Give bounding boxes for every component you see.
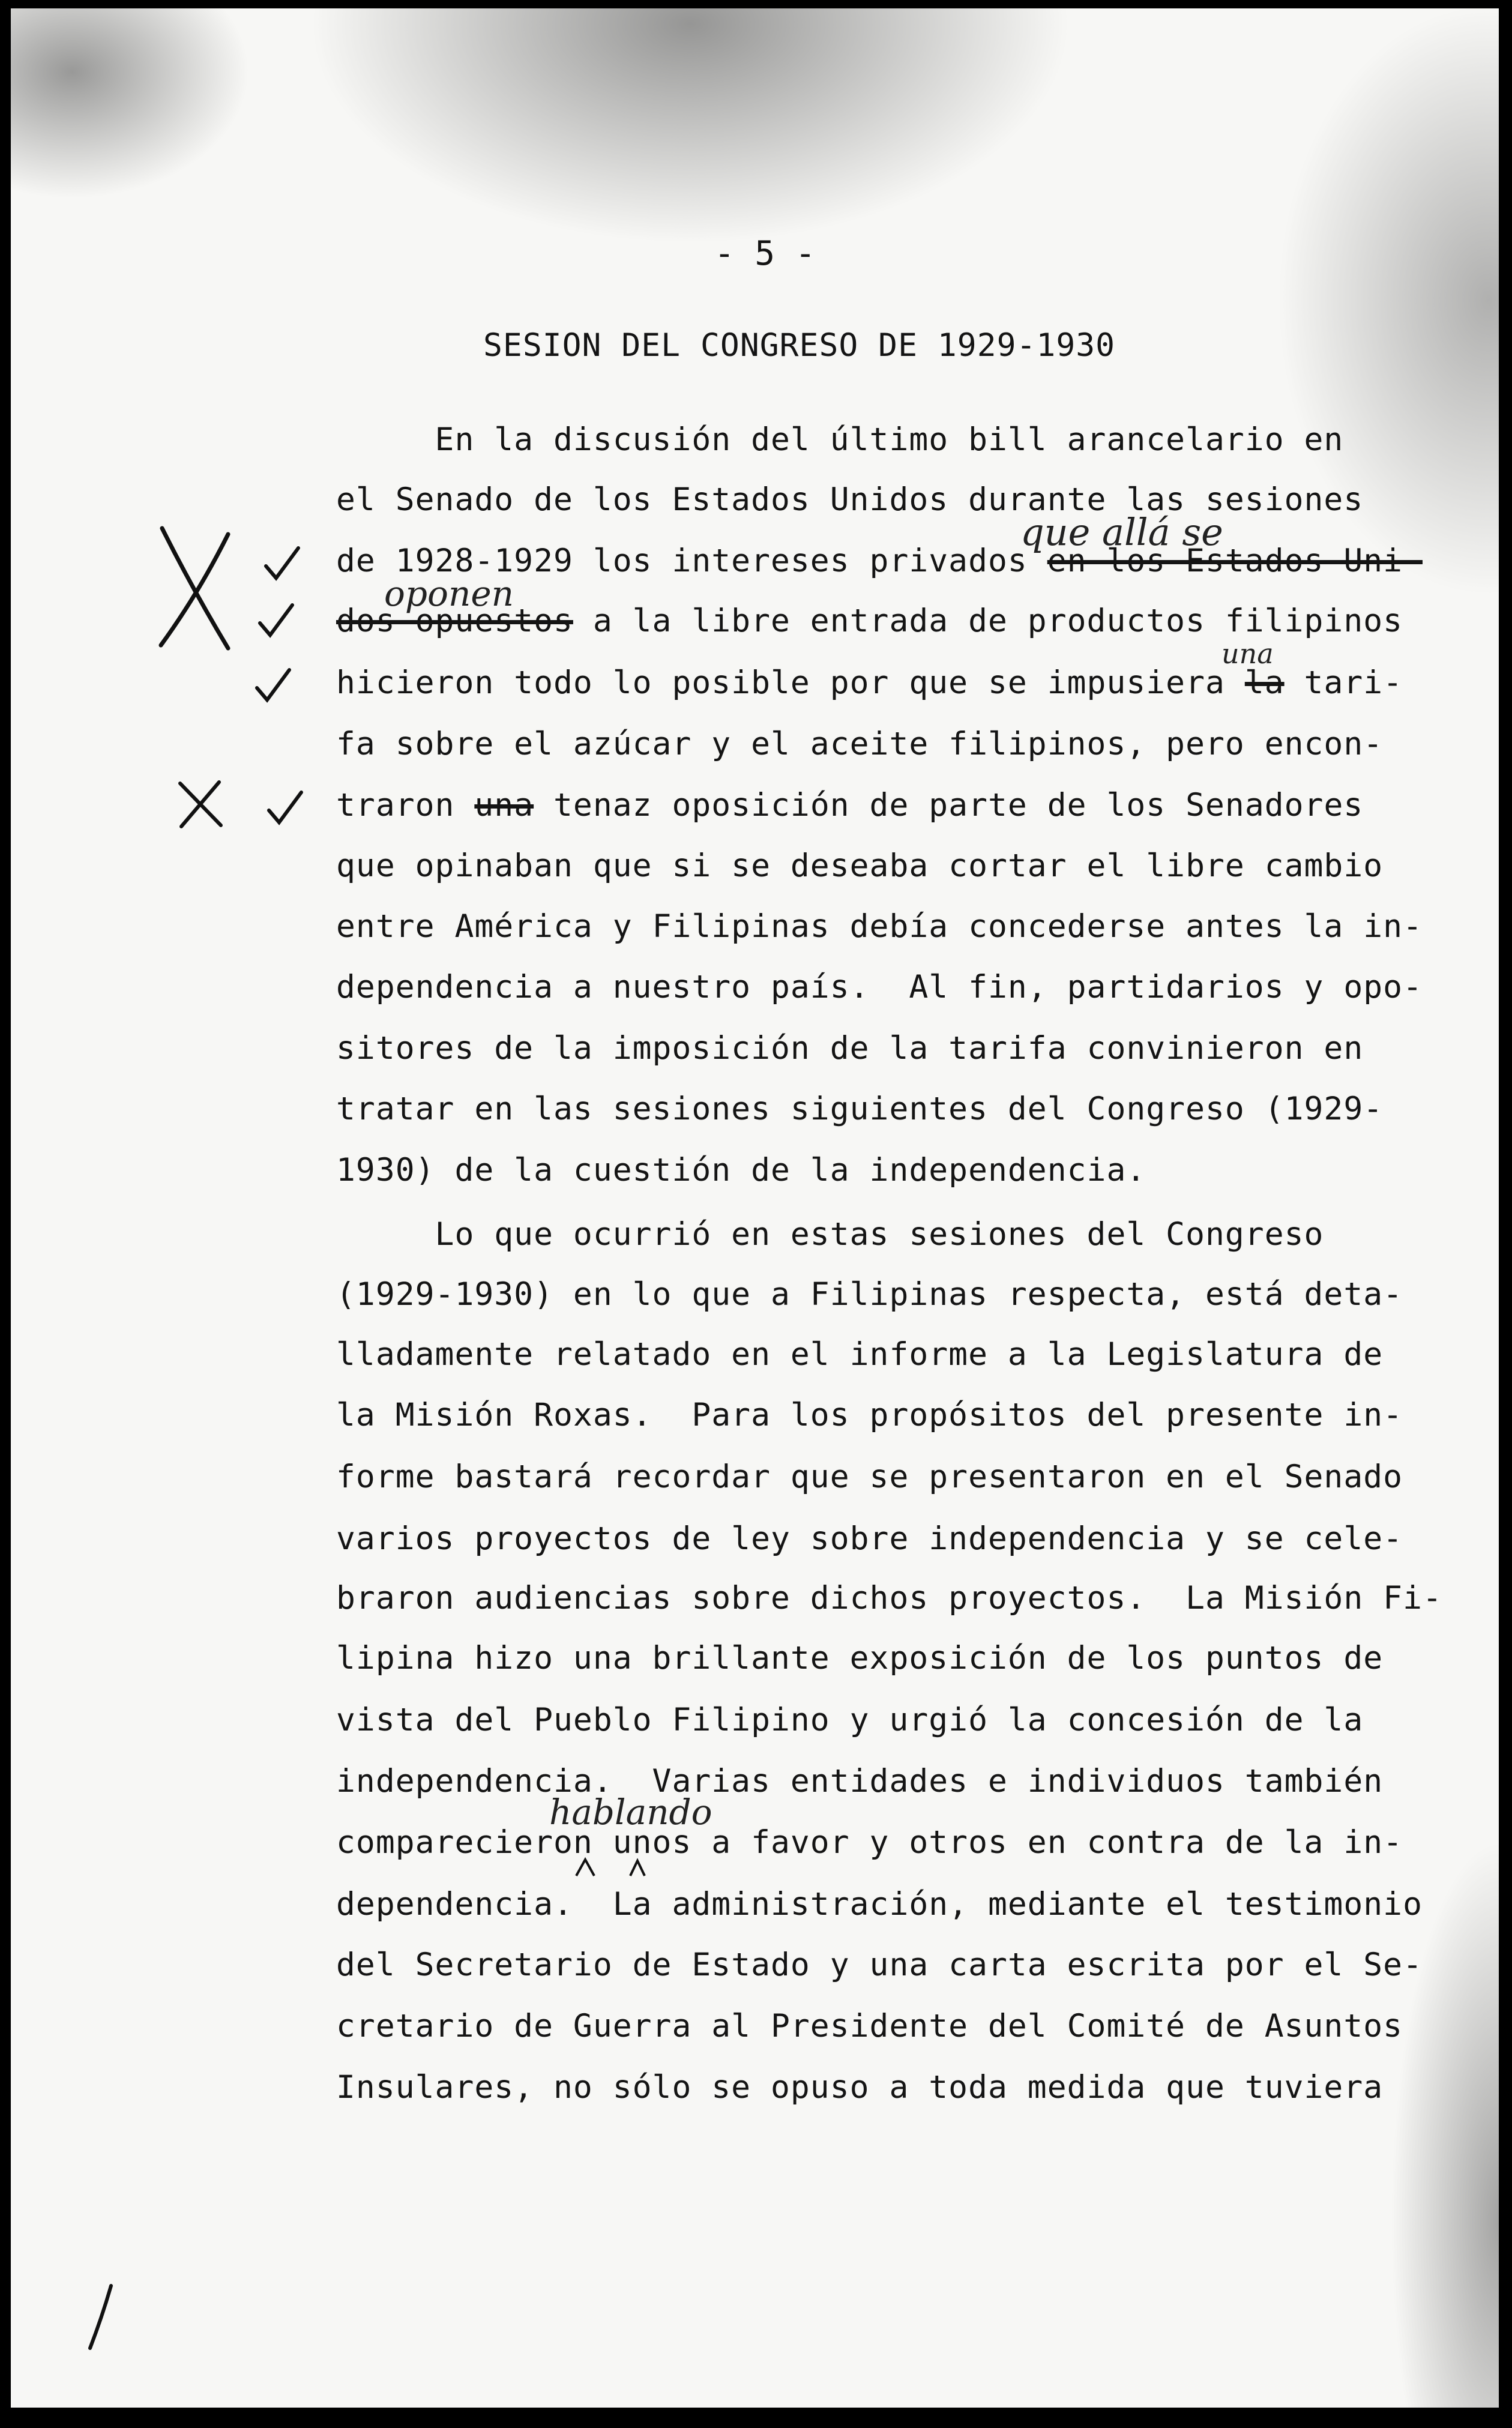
margin-x-mark-large [150,522,270,660]
text-line-17: la Misión Roxas. Para los propósitos del presente in- [336,1397,1403,1433]
handwritten-insertion-una: una [1221,637,1274,670]
text-line-21: lipina hizo una brillante exposición de los puntos de [336,1640,1384,1676]
margin-pen-stroke [84,2281,120,2353]
text-line-10: dependencia a nuestro país. Al fin, partidarios y opo- [336,969,1423,1005]
text-line-18: forme bastará recordar que se presentaron en el Senado [336,1459,1403,1495]
struck-word-una: una [474,787,534,824]
text-line-2: el Senado de los Estados Unidos durante las sesiones [336,481,1364,518]
text-line-5: hicieron todo lo posible por que se impusiera la tari- [336,664,1403,701]
checkmark-icon-2 [255,600,297,642]
handwritten-insertion-hablando: hablando [549,1792,712,1833]
text-line-23: independencia. Varias entidades e individuos también [336,1763,1384,1800]
text-line-11: sitores de la imposición de la tarifa convinieron en [336,1030,1364,1067]
handwritten-insertion-que-alla-se: que allá se [1020,510,1223,554]
text-line-9: entre América y Filipinas debía concederse antes la in- [336,908,1423,945]
scan-border-top [0,0,1512,8]
text-line-12: tratar en las sesiones siguientes del Congreso (1929- [336,1091,1384,1127]
checkmark-icon-4 [264,788,306,830]
page-number: - 5 - [714,234,816,273]
scan-border-right [1499,0,1512,2428]
caret-insertion-mark [570,1855,654,1879]
text-line-22: vista del Pueblo Filipino y urgió la concesión de la [336,1702,1364,1738]
struck-phrase: en los Estados Uni- [1047,543,1423,579]
text-line-14: Lo que ocurrió en estas sesiones del Congreso [336,1216,1324,1253]
text-line-6: fa sobre el azúcar y el aceite filipinos, pero encon- [336,726,1384,762]
text-line-15: (1929-1930) en lo que a Filipinas respecta, está deta- [336,1276,1403,1313]
text-line-20: braron audiencias sobre dichos proyectos. La Misión Fi- [336,1580,1442,1616]
checkmark-icon-3 [252,665,294,707]
text-line-26: del Secretario de Estado y una carta escrita por el Se- [336,1947,1423,1983]
text-line-19: varios proyectos de ley sobre independencia y se cele- [336,1520,1403,1557]
text-line-7: traron una tenaz oposición de parte de los Senadores [336,787,1364,824]
margin-x-mark-small [174,777,228,831]
scan-border-bottom [0,2408,1512,2428]
text-line-25: dependencia. La administración, mediante el testimonio [336,1886,1423,1923]
struck-word-opuestos: dos opuestos [336,603,573,639]
text-line-1: En la discusión del último bill arancelario en [336,421,1344,458]
scan-border-left [0,0,11,2428]
text-line-27: cretario de Guerra al Presidente del Comité de Asuntos [336,2008,1403,2044]
checkmark-icon-1 [261,543,303,585]
text-line-8: que opinaban que si se deseaba cortar el libre cambio [336,848,1384,884]
handwritten-insertion-oponen: oponen [384,573,514,614]
text-line-16: lladamente relatado en el informe a la Legislatura de [336,1336,1384,1373]
text-line-3: de 1928-1929 los intereses privados en los Estados Uni- [336,543,1423,579]
section-heading: SESION DEL CONGRESO DE 1929-1930 [483,327,1116,364]
struck-word-la: la [1244,664,1285,701]
text-line-28: Insulares, no sólo se opuso a toda medida que tuviera [336,2069,1384,2106]
text-line-4: dos opuestos a la libre entrada de productos filipinos [336,603,1403,639]
text-line-24: comparecieron unos a favor y otros en contra de la in- [336,1824,1403,1861]
text-line-13: 1930) de la cuestión de la independencia. [336,1152,1146,1188]
